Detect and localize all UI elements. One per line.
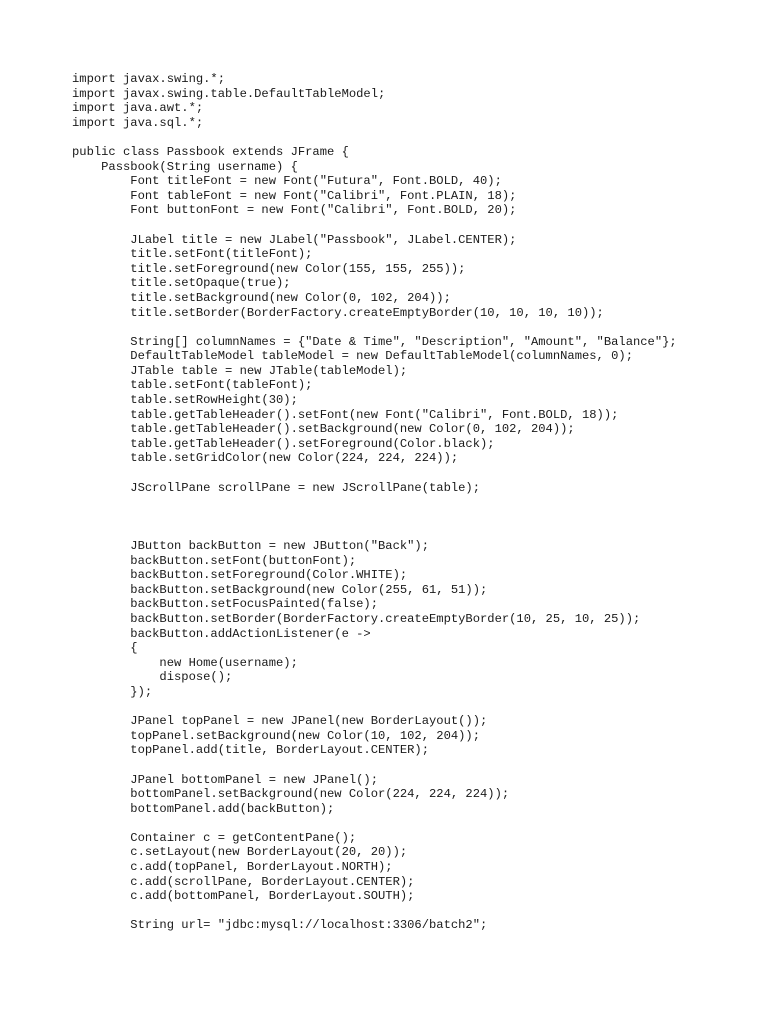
code-line: String[] columnNames = {"Date & Time", "Description", "Amount", "Balance"}; bbox=[72, 334, 677, 349]
code-line: bottomPanel.add(backButton); bbox=[72, 801, 335, 816]
code-line: Font buttonFont = new Font("Calibri", Font.BOLD, 20); bbox=[72, 203, 517, 218]
code-line: Passbook(String username) { bbox=[72, 159, 298, 174]
code-line: title.setForeground(new Color(155, 155, 255)); bbox=[72, 261, 466, 276]
code-line: import javax.swing.table.DefaultTableModel; bbox=[72, 86, 386, 101]
code-line bbox=[72, 510, 677, 525]
code-line: Font tableFont = new Font("Calibri", Font.PLAIN, 18); bbox=[72, 188, 517, 203]
code-line: import javax.swing.*; bbox=[72, 72, 225, 86]
code-line: new Home(username); bbox=[72, 655, 298, 670]
code-line: Container c = getContentPane(); bbox=[72, 830, 357, 845]
code-line: JButton backButton = new JButton("Back"); bbox=[72, 539, 429, 553]
code-line: import java.sql.*; bbox=[72, 115, 204, 130]
code-line: JLabel title = new JLabel("Passbook", JLabel.CENTER); bbox=[72, 232, 517, 247]
code-line bbox=[72, 816, 677, 831]
code-line: topPanel.setBackground(new Color(10, 102, 204)); bbox=[72, 728, 480, 743]
code-line bbox=[72, 700, 677, 715]
code-line: import java.awt.*; bbox=[72, 101, 204, 116]
code-line: c.add(topPanel, BorderLayout.NORTH); bbox=[72, 860, 393, 875]
code-line bbox=[72, 758, 677, 773]
code-line: topPanel.add(title, BorderLayout.CENTER); bbox=[72, 743, 429, 758]
code-line: JScrollPane scrollPane = new JScrollPane(table); bbox=[72, 480, 480, 495]
code-line bbox=[72, 495, 677, 510]
code-line: backButton.addActionListener(e -> bbox=[72, 626, 371, 641]
code-line: table.getTableHeader().setForeground(Color.black); bbox=[72, 436, 495, 451]
code-line bbox=[72, 130, 677, 145]
code-line: table.setGridColor(new Color(224, 224, 224)); bbox=[72, 451, 459, 466]
code-line bbox=[72, 524, 677, 539]
code-line: DefaultTableModel tableModel = new DefaultTableModel(columnNames, 0); bbox=[72, 349, 633, 364]
code-line bbox=[72, 218, 677, 233]
code-line: title.setBackground(new Color(0, 102, 204)); bbox=[72, 290, 451, 305]
code-line: c.setLayout(new BorderLayout(20, 20)); bbox=[72, 845, 408, 860]
code-line bbox=[72, 904, 677, 919]
code-line: JPanel topPanel = new JPanel(new BorderLayout()); bbox=[72, 714, 488, 729]
code-line: dispose(); bbox=[72, 670, 233, 685]
code-line: backButton.setFocusPainted(false); bbox=[72, 597, 378, 612]
code-line: table.getTableHeader().setFont(new Font("Calibri", Font.BOLD, 18)); bbox=[72, 407, 619, 422]
code-line: JTable table = new JTable(tableModel); bbox=[72, 363, 408, 378]
code-line bbox=[72, 466, 677, 481]
code-line: bottomPanel.setBackground(new Color(224, 224, 224)); bbox=[72, 787, 510, 802]
code-line: Font titleFont = new Font("Futura", Font.BOLD, 40); bbox=[72, 174, 502, 189]
code-line: public class Passbook extends JFrame { bbox=[72, 144, 349, 159]
code-line: backButton.setFont(buttonFont); bbox=[72, 553, 357, 568]
code-line: JPanel bottomPanel = new JPanel(); bbox=[72, 772, 378, 787]
code-line: title.setFont(titleFont); bbox=[72, 247, 313, 262]
code-line: table.setRowHeight(30); bbox=[72, 393, 298, 408]
code-line: backButton.setBorder(BorderFactory.createEmptyBorder(10, 25, 10, 25)); bbox=[72, 611, 641, 626]
code-line: table.getTableHeader().setBackground(new Color(0, 102, 204)); bbox=[72, 422, 575, 437]
code-line: c.add(bottomPanel, BorderLayout.SOUTH); bbox=[72, 889, 415, 904]
code-line: }); bbox=[72, 684, 153, 699]
code-block bbox=[72, 72, 677, 933]
code-line: backButton.setBackground(new Color(255, 61, 51)); bbox=[72, 582, 488, 597]
code-line: String url= "jdbc:mysql://localhost:3306/batch2"; bbox=[72, 918, 488, 933]
code-line: c.add(scrollPane, BorderLayout.CENTER); bbox=[72, 874, 415, 889]
code-line: title.setOpaque(true); bbox=[72, 276, 291, 291]
code-line: backButton.setForeground(Color.WHITE); bbox=[72, 568, 408, 583]
code-line bbox=[72, 320, 677, 335]
code-line: table.setFont(tableFont); bbox=[72, 378, 313, 393]
code-line: { bbox=[72, 641, 138, 656]
code-line: title.setBorder(BorderFactory.createEmptyBorder(10, 10, 10, 10)); bbox=[72, 305, 604, 320]
